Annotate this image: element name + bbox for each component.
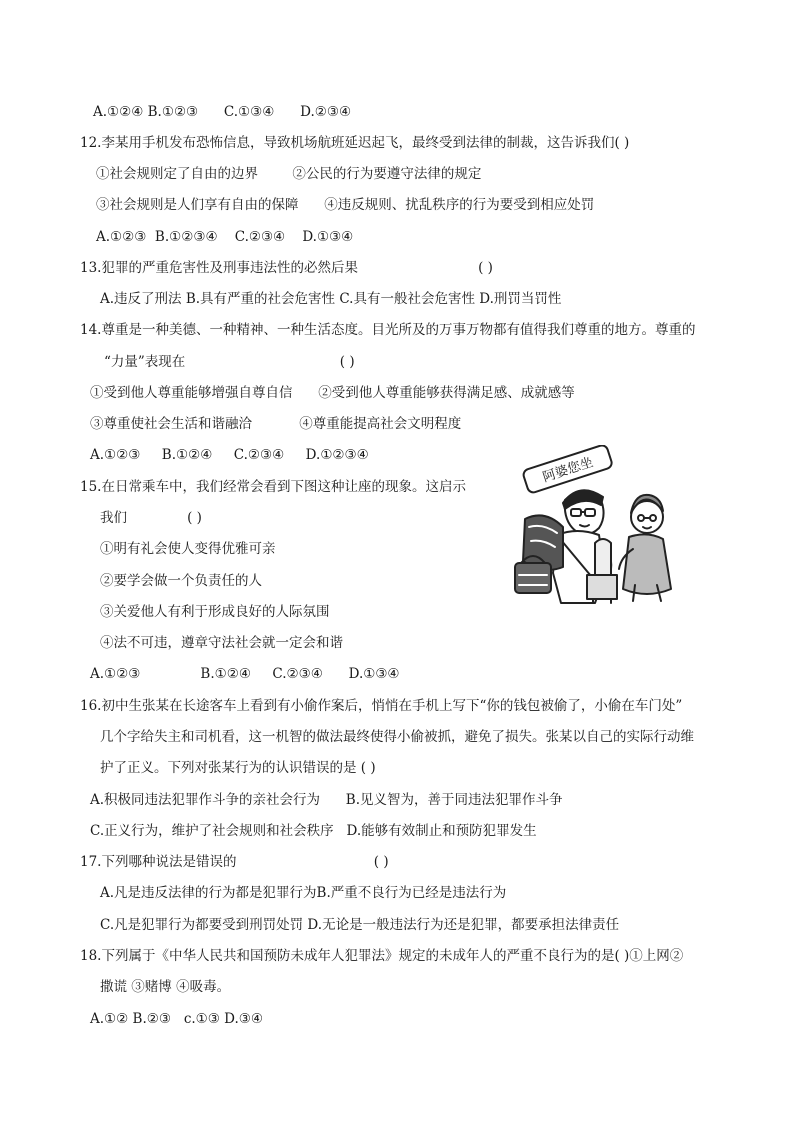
q11-options: A.①②④ B.①②③ C.①③④ D.②③④ — [93, 104, 352, 120]
q14-statements-2: ③尊重使社会生活和谐融洽 ④尊重能提高社会文明程度 — [90, 416, 462, 432]
q15-statement-1: ①明有礼会使人变得优雅可亲 — [100, 541, 276, 557]
q12-options: A.①②③ B.①②③④ C.②③④ D.①③④ — [96, 229, 354, 245]
speech-sign — [522, 445, 613, 494]
q16-stem-cont-2: 护了正义。下列对张某行为的认识错误的是 ( ) — [100, 760, 376, 776]
q18-options: A.①② B.②③ c.①③ D.③④ — [90, 1011, 264, 1027]
q12-statements-2: ③社会规则是人们享有自由的保障 ④违反规则、扰乱秩序的行为要受到相应处罚 — [96, 197, 595, 213]
q16-stem-cont-1: 几个字给失主和司机看，这一机智的做法最终使得小偷被抓，避免了损失。张某以自己的实际行动维 — [100, 729, 694, 745]
q15-statement-4: ④法不可违，遵章守法社会就一定会和谐 — [100, 635, 343, 651]
q15-statement-3: ③关爱他人有利于形成良好的人际氛围 — [100, 604, 330, 620]
q14-stem-cont: “力量”表现在 ( ) — [104, 354, 355, 370]
q16-options-1: A.积极同违法犯罪作斗争的亲社会行为 B.见义智为，善于同违法犯罪作斗争 — [90, 792, 563, 808]
elderly-woman-figure — [619, 495, 671, 601]
q16-options-2: C.正义行为，维护了社会规则和社会秩序 D.能够有效制止和预防犯罪发生 — [90, 823, 537, 839]
q14-statements-1: ①受到他人尊重能够增强自尊自信 ②受到他人尊重能够获得满足感、成就感等 — [90, 385, 575, 401]
q18-stem: 18.下列属于《中华人民共和国预防未成年人犯罪法》规定的未成年人的严重不良行为的是( )①上网② — [80, 948, 684, 964]
q12-stem: 12.李某用手机发布恐怖信息，导致机场航班延迟起飞，最终受到法律的制裁，这告诉我们( ) — [80, 135, 630, 151]
q13-stem: 13.犯罪的严重危害性及刑事违法性的必然后果 ( ) — [80, 260, 493, 276]
q14-options: A.①②③ B.①②④ C.②③④ D.①②③④ — [90, 447, 369, 463]
q15-options: A.①②③ B.①②④ C.②③④ D.①③④ — [90, 666, 400, 682]
q14-stem: 14.尊重是一种美德、一种精神、一种生活态度。目光所及的万事万物都有值得我们尊重的地方。尊重的 — [80, 322, 696, 338]
q15-stem-cont: 我们 ( ) — [100, 510, 202, 526]
q17-options-2: C.凡是犯罪行为都要受到刑罚处罚 D.无论是一般违法行为还是犯罪，都要承担法律责任 — [100, 917, 620, 933]
q15-stem: 15.在日常乘车中，我们经常会看到下图这种让座的现象。这启示 — [80, 479, 466, 495]
q17-options-1: A.凡是违反法律的行为都是犯罪行为B.严重不良行为已经是违法行为 — [100, 885, 507, 901]
seat-offering-illustration — [495, 445, 685, 605]
q16-stem: 16.初中生张某在长途客车上看到有小偷作案后，悄悄在手机上写下“你的钱包被偷了，小偷在车门处” — [80, 698, 683, 714]
q18-stem-cont: 撒谎 ③赌博 ④吸毒。 — [100, 979, 231, 995]
speech-sign-text: 阿婆您坐 — [541, 455, 596, 486]
q12-statements-1: ①社会规则定了自由的边界 ②公民的行为要遵守法律的规定 — [96, 166, 482, 182]
q15-statement-2: ②要学会做一个负责任的人 — [100, 573, 262, 589]
q13-options: A.违反了刑法 B.具有严重的社会危害性 C.具有一般社会危害性 D.刑罚当罚性 — [100, 291, 562, 307]
q17-stem: 17.下列哪种说法是错误的 ( ) — [80, 854, 389, 870]
